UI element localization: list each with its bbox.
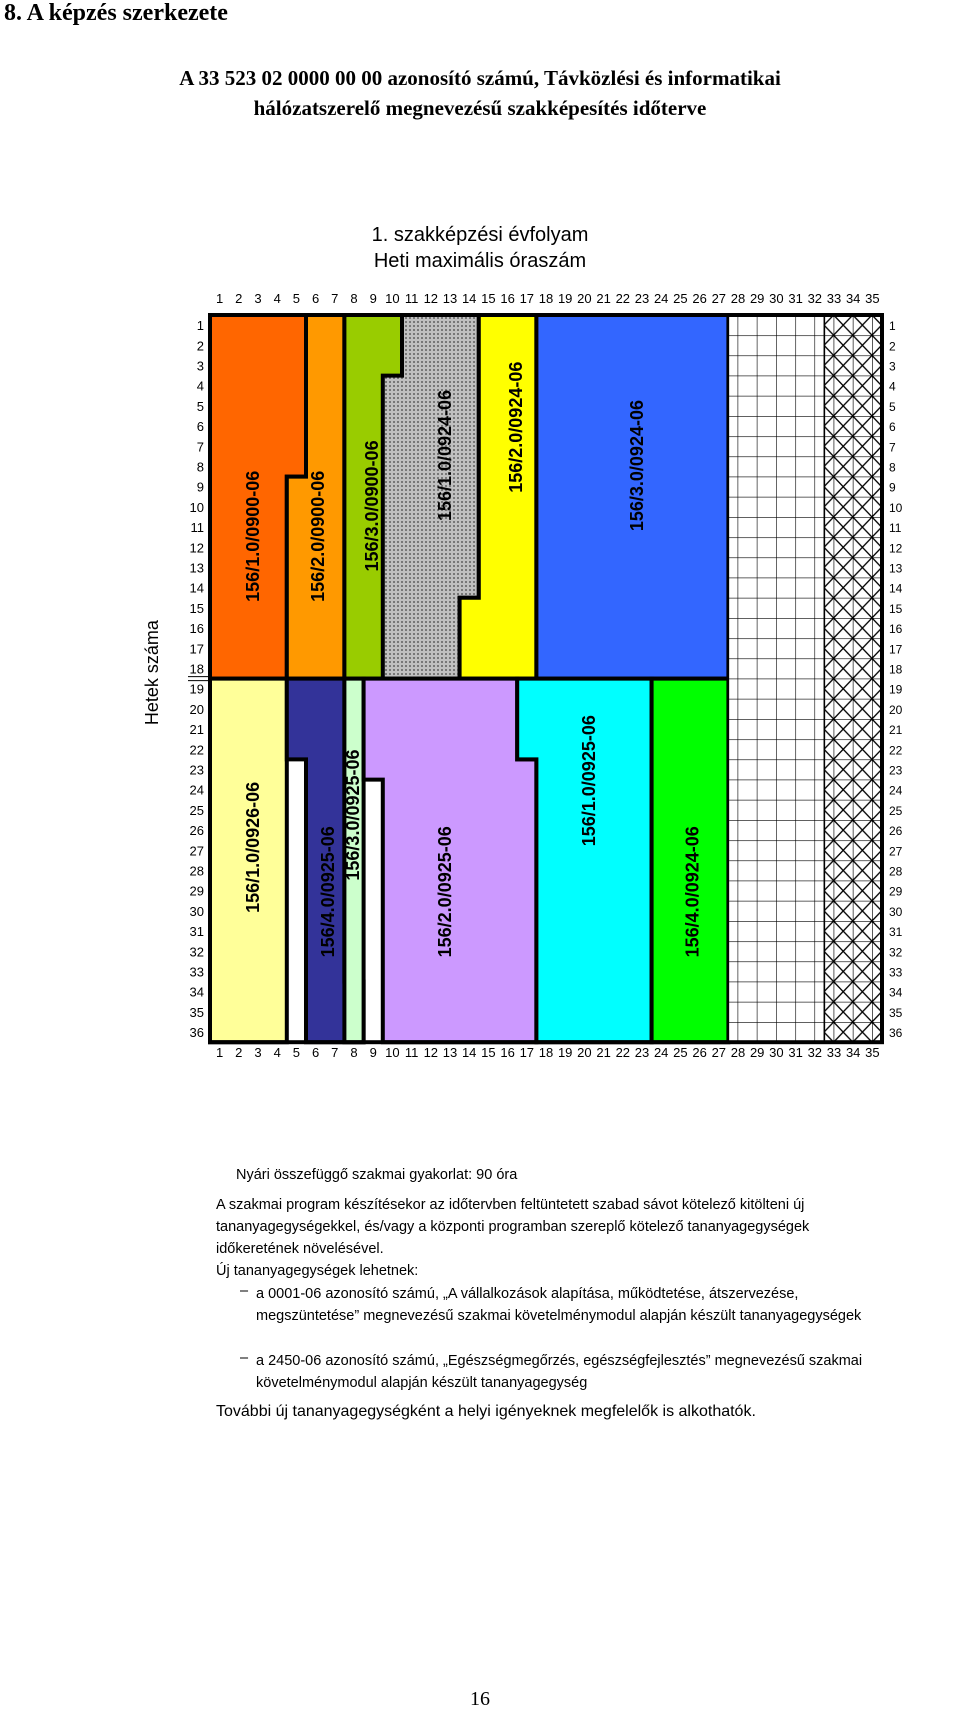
x-tick-top: 22 [615, 291, 631, 306]
y-tick-right: 11 [889, 521, 902, 536]
x-tick-bottom: 20 [577, 1045, 592, 1061]
y-tick-right: 13 [889, 561, 903, 576]
x-tick-top: 35 [865, 291, 880, 306]
unit-label: 156/2.0/0900-06 [308, 470, 329, 602]
y-tick-left: 17 [189, 641, 204, 657]
unit-label: 156/1.0/0926-06 [242, 781, 263, 913]
y-tick-left: 19 [189, 681, 204, 697]
x-tick-top: 31 [788, 291, 803, 306]
unit-label: 156/3.0/0925-06 [342, 749, 363, 881]
y-tick-left: 1 [196, 318, 204, 334]
y-tick-right: 5 [889, 399, 896, 414]
y-tick-left: 27 [189, 843, 204, 859]
x-tick-top: 20 [577, 291, 592, 306]
x-tick-bottom: 24 [653, 1045, 669, 1061]
x-tick-bottom: 28 [730, 1045, 746, 1061]
x-tick-bottom: 16 [500, 1045, 515, 1061]
y-tick-right: 9 [889, 480, 896, 495]
x-tick-bottom: 31 [788, 1045, 803, 1061]
y-tick-right: 1 [889, 319, 896, 334]
y-tick-left: 8 [196, 459, 204, 475]
y-tick-right: 15 [889, 601, 903, 616]
x-tick-top: 15 [481, 291, 496, 306]
x-tick-bottom: 21 [596, 1045, 611, 1061]
note-paragraph-line-2: tananyagegységekkel, és/vagy a központi programban szereplő kötelező tananyagegységek [216, 1219, 810, 1235]
y-axis-label: Hetek száma [142, 620, 162, 726]
x-tick-top: 19 [557, 291, 573, 306]
unit-label: 156/3.0/0924-06 [626, 400, 647, 532]
unit-label: 156/4.0/0925-06 [317, 826, 338, 958]
y-tick-right: 17 [889, 642, 903, 657]
y-tick-right: 10 [889, 500, 903, 515]
y-tick-left: 11 [190, 520, 204, 536]
x-tick-top: 30 [769, 291, 784, 306]
x-tick-top: 17 [519, 291, 535, 306]
x-tick-bottom: 32 [807, 1045, 823, 1061]
chart-title-line-1: 1. szakképzési évfolyam [371, 224, 589, 246]
y-tick-right: 32 [889, 945, 903, 960]
y-tick-left: 10 [189, 499, 204, 515]
x-tick-bottom: 13 [442, 1045, 458, 1061]
x-tick-top: 12 [423, 291, 439, 306]
y-tick-right: 24 [889, 783, 903, 798]
x-tick-top: 23 [634, 291, 650, 306]
y-tick-left: 2 [196, 338, 204, 354]
y-tick-left: 33 [189, 964, 204, 980]
bullet-2-line-2: követelménymodul alapján készült tananyagegység [256, 1375, 588, 1391]
section-heading: 8. A képzés szerkezete [4, 0, 228, 26]
y-tick-right: 12 [889, 541, 903, 556]
x-tick-top: 8 [350, 291, 358, 306]
x-tick-bottom: 30 [769, 1045, 784, 1061]
y-tick-left: 24 [189, 782, 204, 798]
y-tick-right: 16 [889, 622, 903, 637]
x-tick-top: 21 [596, 291, 611, 306]
y-tick-left: 29 [189, 883, 204, 899]
x-tick-bottom: 4 [273, 1045, 281, 1061]
y-tick-left: 12 [189, 540, 204, 556]
bullet-dash-2: – [240, 1350, 249, 1366]
x-tick-bottom: 6 [311, 1045, 320, 1061]
y-tick-left: 31 [189, 924, 204, 940]
x-tick-top: 9 [369, 291, 377, 306]
x-tick-bottom: 33 [826, 1045, 842, 1061]
x-tick-bottom: 7 [331, 1045, 339, 1061]
x-tick-top: 18 [538, 291, 554, 306]
y-tick-left: 7 [196, 439, 204, 455]
unit-label: 156/1.0/0924-06 [434, 389, 455, 522]
x-tick-bottom: 11 [404, 1045, 419, 1061]
x-tick-top: 10 [385, 291, 400, 306]
y-tick-left: 5 [196, 398, 204, 414]
y-tick-right: 8 [889, 460, 896, 475]
x-tick-bottom: 18 [538, 1045, 554, 1061]
free-band-grid [728, 315, 824, 1042]
y-tick-right: 30 [889, 904, 903, 919]
unit-label: 156/2.0/0925-06 [434, 826, 455, 958]
bullet-dash-1: – [240, 1283, 249, 1299]
x-tick-top: 6 [311, 291, 320, 306]
x-tick-bottom: 23 [634, 1045, 650, 1061]
x-tick-bottom: 5 [292, 1045, 301, 1061]
y-tick-left: 25 [189, 802, 204, 818]
x-tick-top: 2 [235, 291, 243, 306]
y-tick-right: 27 [889, 844, 903, 859]
y-tick-left: 26 [189, 823, 204, 839]
x-tick-bottom: 3 [254, 1045, 262, 1061]
y-tick-right: 19 [889, 682, 903, 697]
y-tick-left: 9 [196, 479, 204, 495]
document-title-line-1: A 33 523 02 0000 00 00 azonosító számú, Távközlési és informatikai [179, 66, 781, 90]
x-tick-bottom: 15 [481, 1045, 496, 1061]
y-tick-left: 3 [196, 358, 204, 374]
y-tick-left: 14 [189, 580, 204, 596]
x-tick-bottom: 29 [749, 1045, 765, 1061]
chart-title-line-2: Heti maximális óraszám [373, 250, 587, 272]
bullet-1-line-1: a 0001-06 azonosító számú, „A vállalkozások alapítása, működtetése, átszervezése, [256, 1286, 799, 1302]
y-tick-right: 34 [889, 985, 903, 1000]
unit-label: 156/2.0/0924-06 [505, 361, 526, 493]
x-tick-top: 33 [826, 291, 842, 306]
x-tick-top: 27 [711, 291, 727, 306]
document-title-line-2: hálózatszerelő megnevezésű szakképesítés időterve [253, 96, 707, 120]
y-tick-left: 36 [189, 1025, 204, 1041]
y-tick-left: 6 [196, 419, 204, 435]
x-tick-top: 11 [404, 291, 419, 306]
note-paragraph-line-1: A szakmai program készítésekor az időtervben feltüntetett szabad sávot kötelező kitölteni új [216, 1197, 805, 1213]
x-tick-top: 5 [292, 291, 301, 306]
y-tick-right: 20 [889, 702, 903, 717]
y-tick-right: 33 [889, 965, 903, 980]
note-paragraph-line-3: időkeretének növelésével. [216, 1241, 384, 1257]
unit-label: 156/1.0/0925-06 [578, 715, 599, 847]
x-tick-top: 4 [273, 291, 281, 306]
x-tick-bottom: 17 [519, 1045, 535, 1061]
x-tick-bottom: 34 [845, 1045, 861, 1061]
x-tick-top: 32 [807, 291, 823, 306]
y-tick-left: 20 [189, 701, 204, 717]
y-tick-right: 35 [889, 1005, 903, 1020]
x-tick-bottom: 2 [235, 1045, 243, 1061]
y-tick-left: 28 [189, 863, 204, 879]
y-tick-right: 31 [889, 925, 903, 940]
x-tick-top: 3 [254, 291, 262, 306]
x-tick-top: 25 [673, 291, 688, 306]
y-tick-right: 26 [889, 824, 903, 839]
unit-label: 156/3.0/0900-06 [361, 440, 382, 572]
y-tick-left: 18 [189, 661, 204, 677]
x-tick-top: 1 [215, 291, 224, 306]
y-tick-right: 25 [889, 803, 903, 818]
x-tick-bottom: 22 [615, 1045, 631, 1061]
x-tick-top: 29 [749, 291, 765, 306]
x-tick-bottom: 12 [423, 1045, 439, 1061]
x-tick-bottom: 14 [461, 1045, 477, 1061]
y-tick-left: 16 [189, 621, 204, 637]
x-tick-top: 13 [442, 291, 458, 306]
unit-label: 156/4.0/0924-06 [682, 826, 703, 958]
y-tick-right: 4 [889, 379, 896, 394]
x-tick-top: 7 [331, 291, 339, 306]
x-tick-bottom: 8 [350, 1045, 358, 1061]
x-tick-top: 16 [500, 291, 515, 306]
y-tick-right: 21 [889, 723, 903, 738]
y-tick-right: 14 [889, 581, 903, 596]
x-tick-bottom: 19 [557, 1045, 573, 1061]
x-tick-top: 14 [461, 291, 477, 306]
y-tick-right: 23 [889, 763, 903, 778]
closing-note: További új tananyagegységként a helyi igényeknek megfelelők is alkothatók. [216, 1403, 756, 1420]
y-tick-left: 4 [196, 378, 204, 394]
y-tick-left: 21 [189, 722, 204, 738]
bullet-1-line-2: megszüntetése” megnevezésű szakmai követelménymodul alapján készült tananyagegységek [256, 1308, 862, 1324]
x-tick-bottom: 27 [711, 1045, 727, 1061]
y-tick-left: 13 [189, 560, 204, 576]
x-tick-bottom: 10 [385, 1045, 400, 1061]
y-tick-right: 22 [889, 743, 903, 758]
y-tick-left: 35 [189, 1004, 204, 1020]
y-tick-left: 15 [189, 600, 204, 616]
y-tick-right: 29 [889, 884, 903, 899]
new-units-heading: Új tananyagegységek lehetnek: [216, 1263, 419, 1279]
y-tick-right: 28 [889, 864, 903, 879]
x-tick-bottom: 26 [692, 1045, 707, 1061]
x-tick-top: 24 [653, 291, 669, 306]
y-tick-left: 30 [189, 903, 204, 919]
free-band-crosshatch [824, 315, 882, 1042]
unit-label: 156/1.0/0900-06 [242, 470, 263, 602]
y-tick-left: 32 [189, 944, 204, 960]
x-tick-bottom: 9 [369, 1045, 377, 1061]
x-tick-bottom: 35 [865, 1045, 880, 1061]
y-tick-right: 18 [889, 662, 903, 677]
x-tick-bottom: 25 [673, 1045, 688, 1061]
x-tick-top: 26 [692, 291, 707, 306]
y-tick-left: 22 [189, 742, 204, 758]
x-tick-bottom: 1 [215, 1045, 224, 1061]
y-tick-right: 3 [889, 359, 896, 374]
y-tick-right: 7 [889, 440, 896, 455]
y-tick-right: 6 [889, 420, 896, 435]
bullet-2-line-1: a 2450-06 azonosító számú, „Egészségmegőrzés, egészségfejlesztés” megnevezésű szakmai [256, 1353, 863, 1369]
y-tick-right: 2 [889, 339, 896, 354]
x-tick-top: 28 [730, 291, 746, 306]
y-tick-left: 23 [189, 762, 204, 778]
y-tick-left: 34 [189, 984, 204, 1000]
summer-practice-note: Nyári összefüggő szakmai gyakorlat: 90 óra [236, 1167, 518, 1183]
y-tick-right: 36 [889, 1026, 903, 1041]
page-number: 16 [470, 1688, 490, 1710]
x-tick-top: 34 [845, 291, 861, 306]
